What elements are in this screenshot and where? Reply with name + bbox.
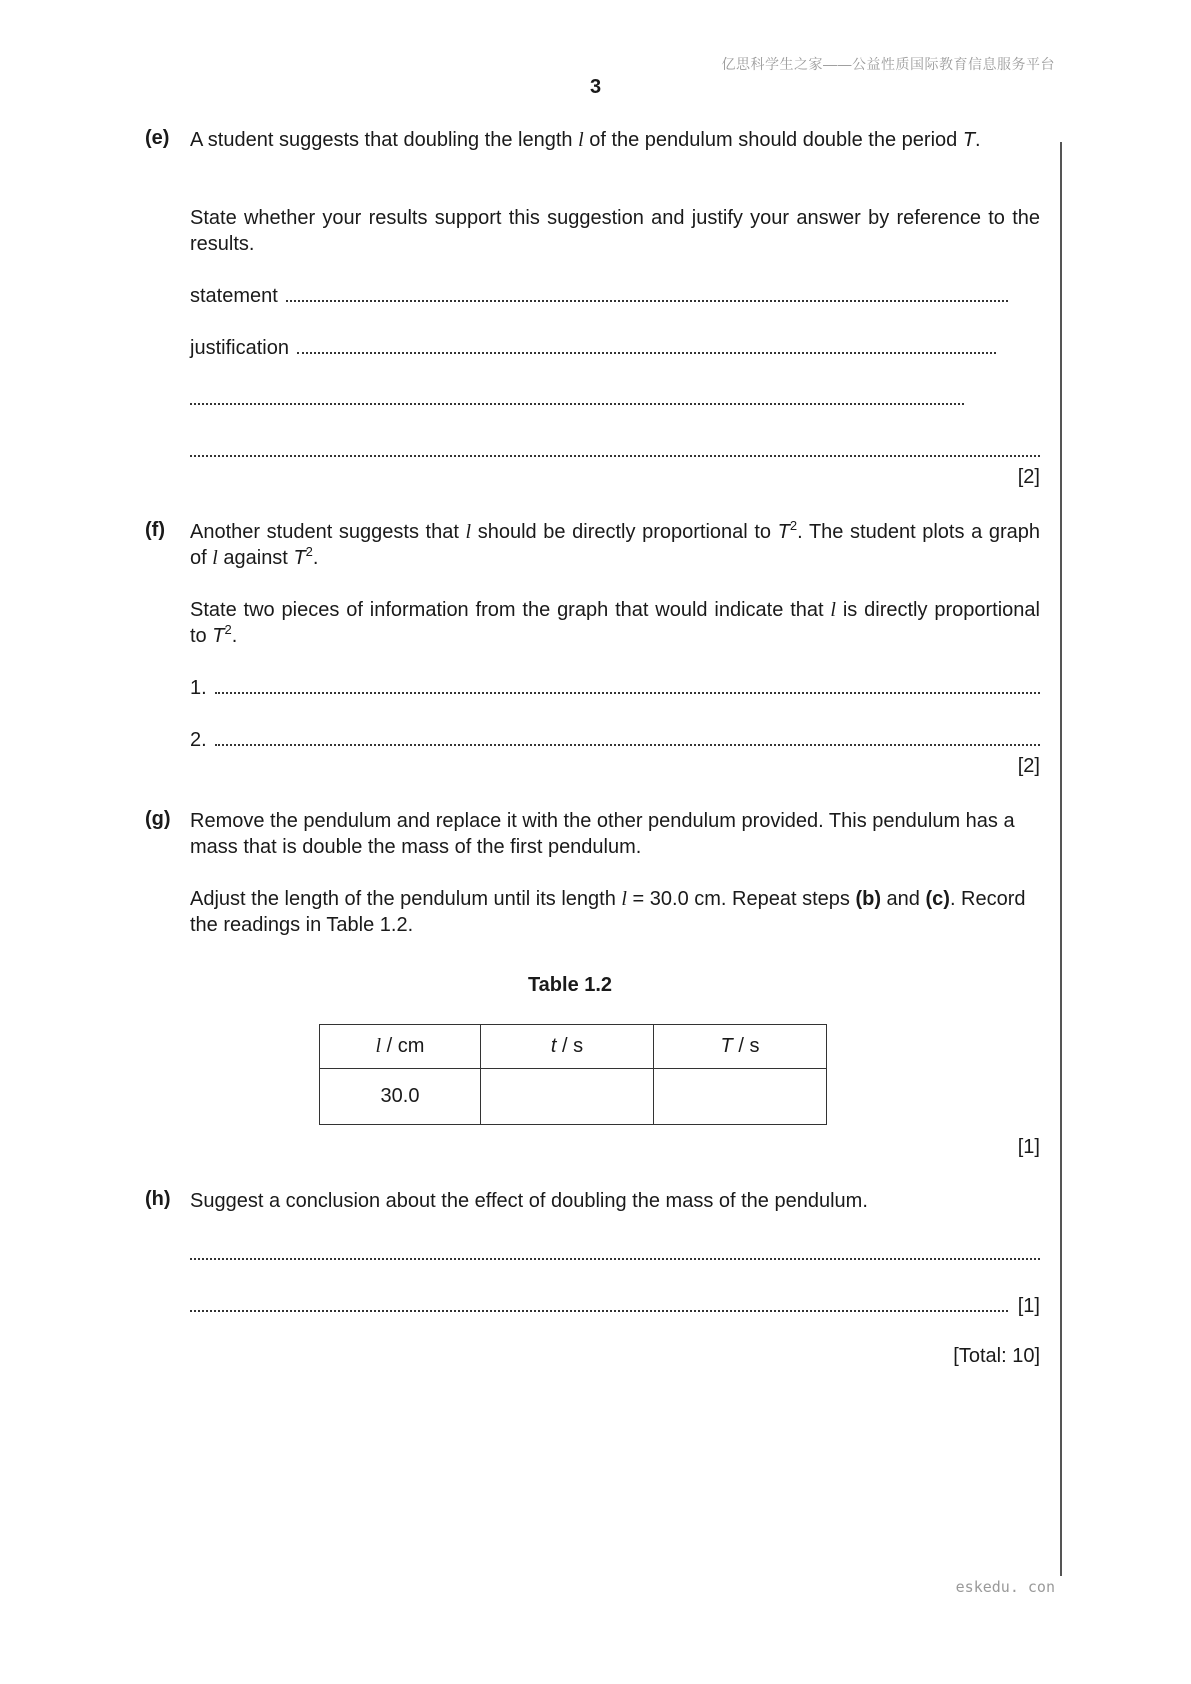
question-h-marks: [1] <box>1017 1295 1040 1317</box>
question-g-paragraph-1: Remove the pendulum and replace it with the other pendulum provided. This pendulum has a mass that is double the mass of the first pendulum. <box>190 810 1015 858</box>
question-f-label: (f) <box>145 519 165 541</box>
page-number: 3 <box>589 76 602 98</box>
total-marks: [Total: 10] <box>953 1345 1040 1367</box>
question-g-paragraph-2: Adjust the length of the pendulum until its length l = 30.0 cm. Repeat steps (b) and (c). Record the readings in Table 1.2. <box>190 888 1026 936</box>
question-e-marks: [2] <box>1017 466 1040 488</box>
answer-line-2[interactable] <box>190 727 1040 753</box>
table-row <box>320 1069 827 1125</box>
results-table <box>319 1024 827 1125</box>
justification-answer-line[interactable] <box>190 335 996 361</box>
question-e-text: A student suggests that doubling the length l of the pendulum should double the period T. <box>190 129 981 151</box>
justification-label: justification <box>190 337 289 359</box>
item-1-label: 1. <box>190 677 207 699</box>
conclusion-answer-line-2[interactable] <box>190 1293 1040 1319</box>
question-h-label: (h) <box>145 1188 171 1210</box>
justification-answer-line-2[interactable] <box>190 387 964 405</box>
question-f-text: Another student suggests that l should be directly proportional to $T^2$. The student plots a graph of l against $T^2$. <box>190 518 1041 569</box>
item-2-label: 2. <box>190 729 207 751</box>
conclusion-answer-line-1[interactable] <box>190 1242 1040 1260</box>
margin-divider <box>1060 142 1062 1576</box>
header-period: T / s <box>654 1025 827 1069</box>
header-site-text: 亿思科学生之家——公益性质国际教育信息服务平台 <box>721 56 1055 72</box>
table-header-row <box>320 1025 827 1069</box>
cell-period-input[interactable] <box>654 1069 827 1125</box>
question-e-instruction: State whether your results support this suggestion and justify your answer by reference to the results. <box>190 207 1040 255</box>
question-g-label: (g) <box>145 808 171 830</box>
question-f-instruction: State two pieces of information from the graph that would indicate that l is directly proportional to $T^2$. <box>190 599 1040 647</box>
statement-answer-line[interactable] <box>190 283 1008 309</box>
question-e-label: (e) <box>145 127 170 149</box>
answer-line-1[interactable] <box>190 675 1040 701</box>
table-title: Table 1.2 <box>527 974 613 996</box>
question-g-marks: [1] <box>1017 1136 1040 1158</box>
question-f-marks: [2] <box>1017 755 1040 777</box>
statement-label: statement <box>190 285 278 307</box>
justification-answer-line-3[interactable] <box>190 439 1040 457</box>
cell-time-input[interactable] <box>481 1069 654 1125</box>
header-time: t / s <box>481 1025 654 1069</box>
header-length: l / cm <box>320 1025 481 1069</box>
footer-site-domain: eskedu. con <box>955 1578 1055 1596</box>
question-h-text: Suggest a conclusion about the effect of doubling the mass of the pendulum. <box>190 1190 868 1212</box>
cell-length-value: 30.0 <box>320 1069 481 1125</box>
